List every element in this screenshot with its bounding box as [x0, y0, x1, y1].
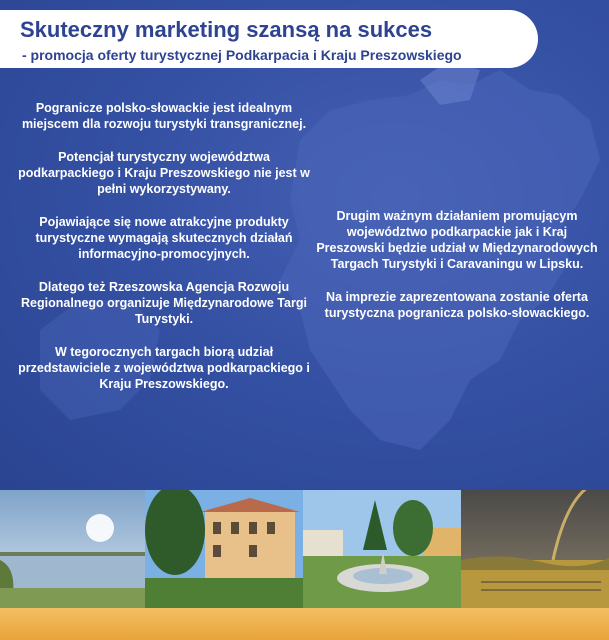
paragraph: Dlatego też Rzeszowska Agencja Rozwoju Regionalnego organizuje Międzynarodowe Targi Turystyki.: [21, 280, 307, 326]
paragraph: Pogranicze polsko-słowackie jest idealnym miejscem dla rozwoju turystyki transgranicznej.: [21, 101, 307, 131]
paragraph: Pojawiające się nowe atrakcyjne produkty turystyczne wymagają skutecznych działań informacyjno-promocyjnych.: [35, 215, 293, 261]
fountain-park-photo: [303, 490, 461, 608]
left-text-column: [14, 100, 314, 409]
orange-footer-bar: [0, 608, 609, 640]
photo-strip: [0, 490, 609, 608]
rainbow-landscape-photo: [461, 490, 609, 608]
title-banner: [0, 10, 538, 68]
paragraph: Na imprezie zaprezentowana zostanie oferta turystyczna pogranicza polsko-słowackiego.: [324, 290, 590, 320]
building-photo: [145, 490, 303, 608]
paragraph: Drugim ważnym działaniem promującym województwo podkarpackie jak i Kraj Preszowski będzie udział w Międzynarodowych Targach Turystyki i Caravaningu w Lipsku.: [316, 209, 598, 271]
paragraph: W tegorocznych targach biorą udział przedstawiciele z województwa podkarpackiego i Kraju Preszowskiego.: [18, 345, 310, 391]
page-title: Skuteczny marketing szansą na sukces: [20, 17, 433, 42]
right-text-column: [312, 208, 602, 338]
paragraph: Potencjał turystyczny województwa podkarpackiego i Kraju Preszowskiego nie jest w pełni wykorzystywany.: [18, 150, 310, 196]
page-subtitle: - promocja oferty turystycznej Podkarpacia i Kraju Preszowskiego: [22, 47, 462, 63]
lake-photo: [0, 490, 145, 608]
